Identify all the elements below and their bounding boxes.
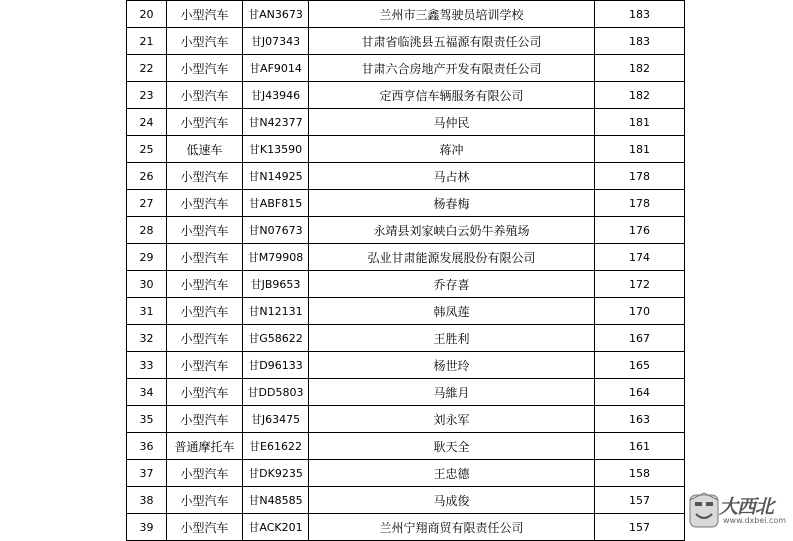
score-cell: 181 bbox=[595, 109, 685, 136]
plate-number-cell: 甘DK9235 bbox=[243, 460, 309, 487]
table-row bbox=[127, 217, 685, 244]
owner-cell: 马維月 bbox=[309, 379, 595, 406]
row-number-cell: 35 bbox=[127, 406, 167, 433]
watermark-url: www.dxbei.com bbox=[723, 516, 787, 525]
plate-number-cell: 甘ABF815 bbox=[243, 190, 309, 217]
vehicle-type-cell: 小型汽车 bbox=[167, 460, 243, 487]
row-number-cell: 33 bbox=[127, 352, 167, 379]
vehicle-type-cell: 小型汽车 bbox=[167, 271, 243, 298]
owner-cell: 马仲民 bbox=[309, 109, 595, 136]
vehicle-type-cell: 小型汽车 bbox=[167, 379, 243, 406]
vehicle-type-cell: 小型汽车 bbox=[167, 325, 243, 352]
score-cell: 161 bbox=[595, 433, 685, 460]
owner-cell: 马成俊 bbox=[309, 487, 595, 514]
table-row bbox=[127, 55, 685, 82]
table-row bbox=[127, 244, 685, 271]
vehicle-type-cell: 小型汽车 bbox=[167, 82, 243, 109]
vehicle-type-cell: 小型汽车 bbox=[167, 487, 243, 514]
table-row bbox=[127, 325, 685, 352]
table-row bbox=[127, 298, 685, 325]
table-row bbox=[127, 1, 685, 28]
vehicle-type-cell: 小型汽车 bbox=[167, 55, 243, 82]
vehicle-type-cell: 普通摩托车 bbox=[167, 433, 243, 460]
owner-cell: 杨春梅 bbox=[309, 190, 595, 217]
row-number-cell: 38 bbox=[127, 487, 167, 514]
table-row bbox=[127, 406, 685, 433]
table-row bbox=[127, 487, 685, 514]
row-number-cell: 21 bbox=[127, 28, 167, 55]
row-number-cell: 29 bbox=[127, 244, 167, 271]
table-row bbox=[127, 460, 685, 487]
vehicle-type-cell: 小型汽车 bbox=[167, 244, 243, 271]
plate-number-cell: 甘AN3673 bbox=[243, 1, 309, 28]
row-number-cell: 32 bbox=[127, 325, 167, 352]
owner-cell: 兰州市三鑫驾驶员培训学校 bbox=[309, 1, 595, 28]
owner-cell: 王胜利 bbox=[309, 325, 595, 352]
vehicle-type-cell: 小型汽车 bbox=[167, 217, 243, 244]
table-row bbox=[127, 271, 685, 298]
row-number-cell: 37 bbox=[127, 460, 167, 487]
watermark-logo bbox=[687, 492, 787, 532]
row-number-cell: 30 bbox=[127, 271, 167, 298]
owner-cell: 甘肃六合房地产开发有限责任公司 bbox=[309, 55, 595, 82]
watermark-name: 大西北 bbox=[719, 496, 774, 518]
score-cell: 176 bbox=[595, 217, 685, 244]
row-number-cell: 20 bbox=[127, 1, 167, 28]
owner-cell: 蒋冲 bbox=[309, 136, 595, 163]
plate-number-cell: 甘K13590 bbox=[243, 136, 309, 163]
violation-table-body bbox=[127, 1, 685, 541]
plate-number-cell: 甘D96133 bbox=[243, 352, 309, 379]
score-cell: 157 bbox=[595, 514, 685, 541]
violation-table bbox=[126, 0, 685, 541]
vehicle-type-cell: 小型汽车 bbox=[167, 298, 243, 325]
table-row bbox=[127, 28, 685, 55]
vehicle-type-cell: 小型汽车 bbox=[167, 28, 243, 55]
owner-cell: 王忠德 bbox=[309, 460, 595, 487]
plate-number-cell: 甘M79908 bbox=[243, 244, 309, 271]
score-cell: 178 bbox=[595, 163, 685, 190]
plate-number-cell: 甘N14925 bbox=[243, 163, 309, 190]
score-cell: 182 bbox=[595, 55, 685, 82]
score-cell: 170 bbox=[595, 298, 685, 325]
owner-cell: 永靖县刘家峡白云奶牛养殖场 bbox=[309, 217, 595, 244]
row-number-cell: 22 bbox=[127, 55, 167, 82]
plate-number-cell: 甘J43946 bbox=[243, 82, 309, 109]
owner-cell: 乔存喜 bbox=[309, 271, 595, 298]
owner-cell: 甘肃省临洮县五福源有限责任公司 bbox=[309, 28, 595, 55]
score-cell: 174 bbox=[595, 244, 685, 271]
row-number-cell: 25 bbox=[127, 136, 167, 163]
row-number-cell: 39 bbox=[127, 514, 167, 541]
score-cell: 157 bbox=[595, 487, 685, 514]
vehicle-type-cell: 小型汽车 bbox=[167, 163, 243, 190]
plate-number-cell: 甘JB9653 bbox=[243, 271, 309, 298]
score-cell: 183 bbox=[595, 28, 685, 55]
score-cell: 167 bbox=[595, 325, 685, 352]
row-number-cell: 24 bbox=[127, 109, 167, 136]
owner-cell: 定西亨信车辆服务有限公司 bbox=[309, 82, 595, 109]
plate-number-cell: 甘E61622 bbox=[243, 433, 309, 460]
table-row bbox=[127, 136, 685, 163]
owner-cell: 马占林 bbox=[309, 163, 595, 190]
plate-number-cell: 甘J63475 bbox=[243, 406, 309, 433]
row-number-cell: 27 bbox=[127, 190, 167, 217]
tibetan-mask-icon bbox=[687, 492, 721, 530]
table-row bbox=[127, 352, 685, 379]
vehicle-type-cell: 低速车 bbox=[167, 136, 243, 163]
owner-cell: 韩凤莲 bbox=[309, 298, 595, 325]
owner-cell: 弘业甘肃能源发展股份有限公司 bbox=[309, 244, 595, 271]
vehicle-type-cell: 小型汽车 bbox=[167, 1, 243, 28]
plate-number-cell: 甘DD5803 bbox=[243, 379, 309, 406]
row-number-cell: 31 bbox=[127, 298, 167, 325]
vehicle-type-cell: 小型汽车 bbox=[167, 190, 243, 217]
plate-number-cell: 甘G58622 bbox=[243, 325, 309, 352]
plate-number-cell: 甘ACK201 bbox=[243, 514, 309, 541]
score-cell: 163 bbox=[595, 406, 685, 433]
plate-number-cell: 甘AF9014 bbox=[243, 55, 309, 82]
row-number-cell: 23 bbox=[127, 82, 167, 109]
score-cell: 165 bbox=[595, 352, 685, 379]
owner-cell: 耿天全 bbox=[309, 433, 595, 460]
vehicle-type-cell: 小型汽车 bbox=[167, 514, 243, 541]
table-row bbox=[127, 190, 685, 217]
table-row bbox=[127, 433, 685, 460]
score-cell: 181 bbox=[595, 136, 685, 163]
plate-number-cell: 甘N12131 bbox=[243, 298, 309, 325]
row-number-cell: 26 bbox=[127, 163, 167, 190]
vehicle-type-cell: 小型汽车 bbox=[167, 109, 243, 136]
vehicle-type-cell: 小型汽车 bbox=[167, 352, 243, 379]
table-row bbox=[127, 82, 685, 109]
row-number-cell: 36 bbox=[127, 433, 167, 460]
plate-number-cell: 甘J07343 bbox=[243, 28, 309, 55]
row-number-cell: 34 bbox=[127, 379, 167, 406]
score-cell: 183 bbox=[595, 1, 685, 28]
plate-number-cell: 甘N48585 bbox=[243, 487, 309, 514]
owner-cell: 杨世玲 bbox=[309, 352, 595, 379]
score-cell: 164 bbox=[595, 379, 685, 406]
table-row bbox=[127, 514, 685, 541]
score-cell: 178 bbox=[595, 190, 685, 217]
vehicle-type-cell: 小型汽车 bbox=[167, 406, 243, 433]
plate-number-cell: 甘N42377 bbox=[243, 109, 309, 136]
table-row bbox=[127, 109, 685, 136]
row-number-cell: 28 bbox=[127, 217, 167, 244]
owner-cell: 刘永军 bbox=[309, 406, 595, 433]
score-cell: 158 bbox=[595, 460, 685, 487]
owner-cell: 兰州宁翔商贸有限责任公司 bbox=[309, 514, 595, 541]
table-row bbox=[127, 163, 685, 190]
score-cell: 182 bbox=[595, 82, 685, 109]
plate-number-cell: 甘N07673 bbox=[243, 217, 309, 244]
score-cell: 172 bbox=[595, 271, 685, 298]
table-row bbox=[127, 379, 685, 406]
